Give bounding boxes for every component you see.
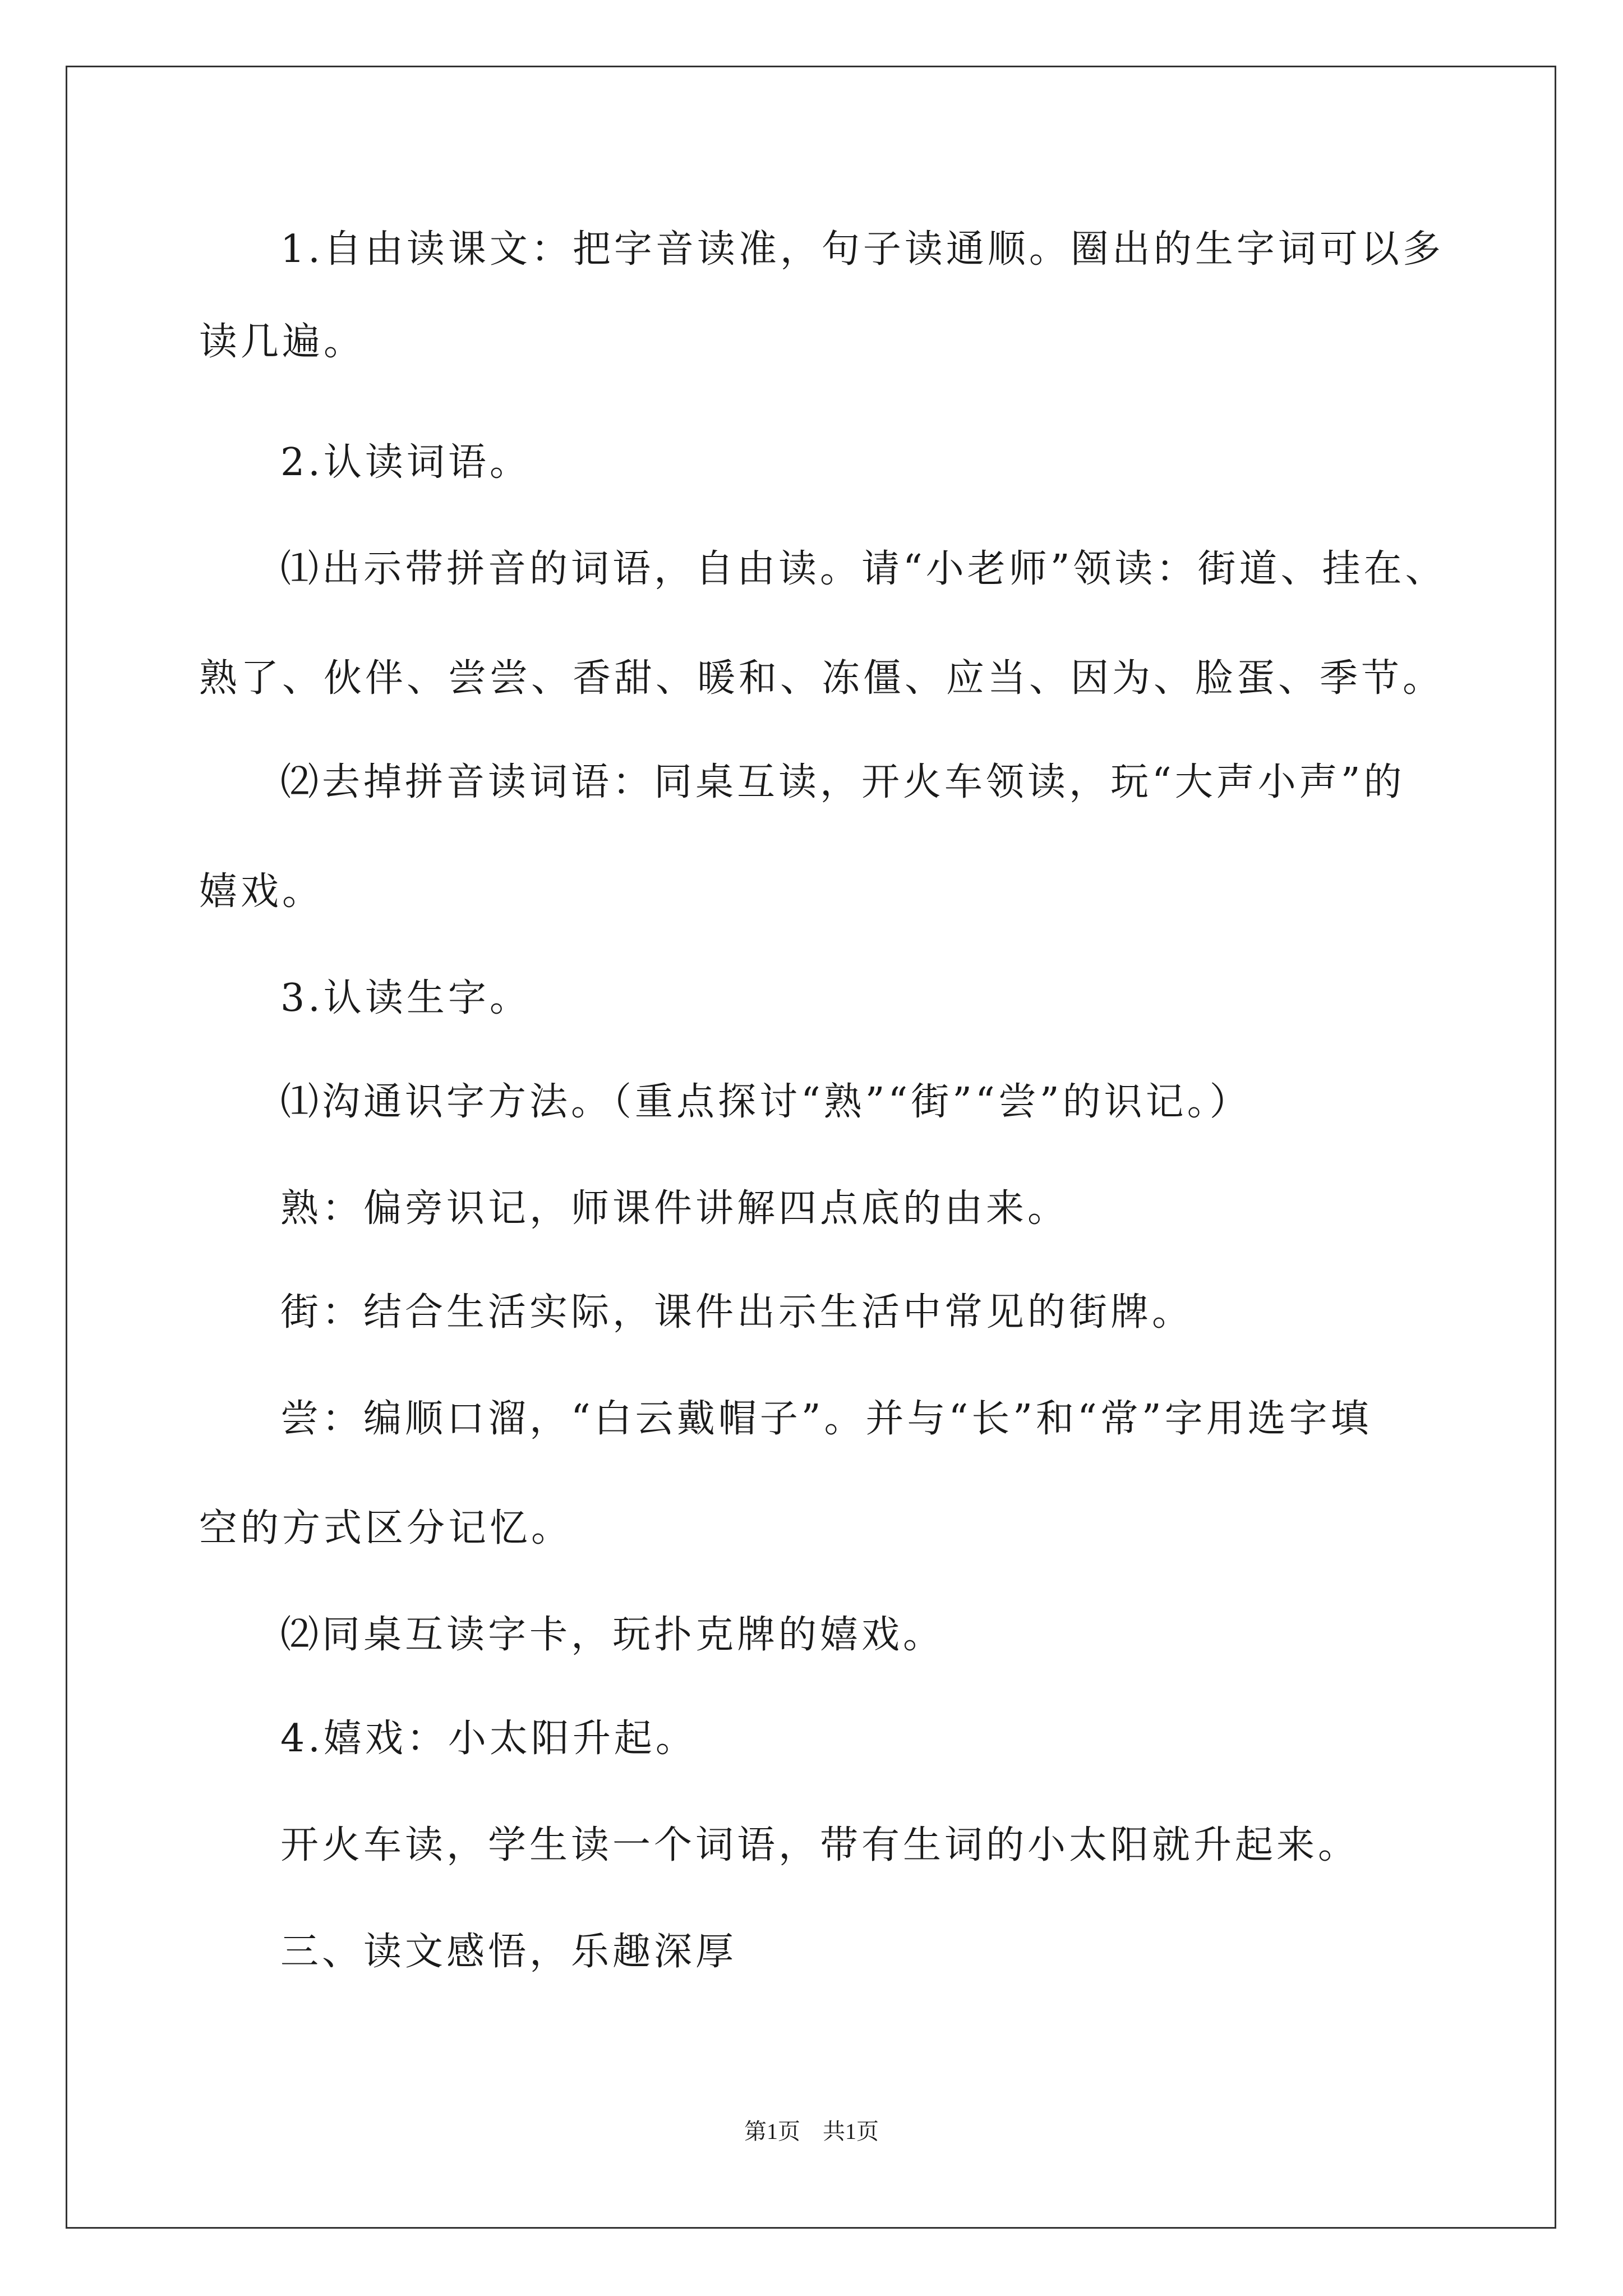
paragraph-line: 开火车读，学生读一个词语，带有生词的小太阳就升起来。 bbox=[280, 1823, 1360, 1867]
page-footer: 第1页 共1页 bbox=[744, 2119, 879, 2144]
paragraph-line: 街：结合生活实际，课件出示生活中常见的街牌。 bbox=[280, 1290, 1194, 1335]
page-frame bbox=[66, 66, 1556, 2229]
paragraph-line: 2.认读词语。 bbox=[280, 440, 531, 485]
paragraph-line: 1.自由读课文：把字音读准，句子读通顺。圈出的生字词可以多 bbox=[280, 227, 1444, 272]
paragraph-line: ⑵去掉拼音读词语：同桌互读，开火车领读，玩“大声小声”的 bbox=[280, 760, 1405, 804]
paragraph-line: 尝：编顺口溜，“白云戴帽子”。并与“长”和“常”字用选字填 bbox=[280, 1397, 1372, 1441]
paragraph-line: 读几遍。 bbox=[199, 320, 366, 364]
paragraph-line: 空的方式区分记忆。 bbox=[199, 1506, 573, 1550]
section-heading: 三、读文感悟，乐趣深厚 bbox=[280, 1930, 737, 1974]
paragraph-line: 熟了、伙伴、尝尝、香甜、暖和、冻僵、应当、因为、脸蛋、季节。 bbox=[199, 656, 1445, 701]
paragraph-line: 熟：偏旁识记，师课件讲解四点底的由来。 bbox=[280, 1186, 1069, 1231]
paragraph-line: 3.认读生字。 bbox=[280, 976, 531, 1020]
paragraph-line: ⑵同桌互读字卡，玩扑克牌的嬉戏。 bbox=[280, 1613, 945, 1657]
paragraph-line: 嬉戏。 bbox=[199, 869, 324, 914]
paragraph-line: 4.嬉戏：小太阳升起。 bbox=[280, 1717, 697, 1761]
paragraph-line: ⑴沟通识字方法。（重点探讨“熟”“街”“尝”的识记。） bbox=[280, 1080, 1251, 1124]
paragraph-line: ⑴出示带拼音的词语，自由读。请“小老师”领读：街道、挂在、 bbox=[280, 547, 1447, 591]
